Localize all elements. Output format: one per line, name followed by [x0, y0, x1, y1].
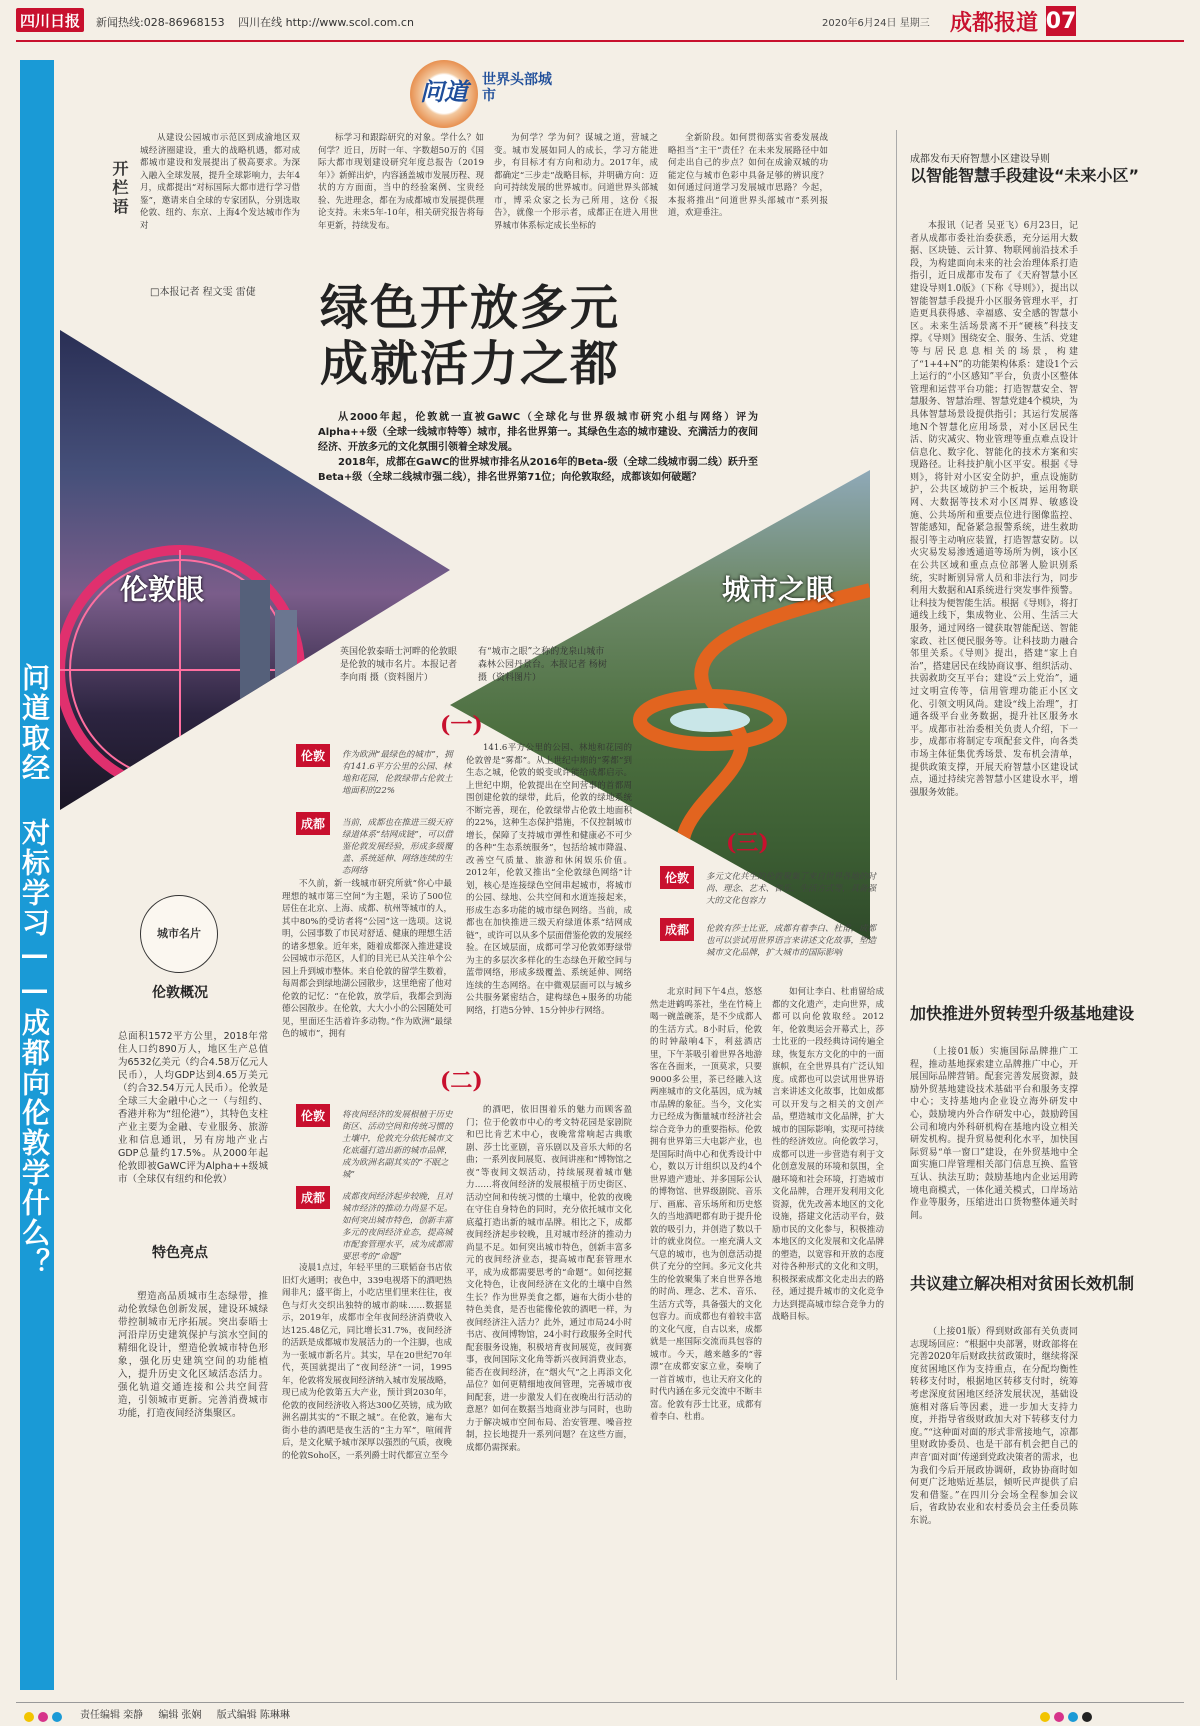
lead-paragraph [318, 410, 758, 485]
registration-dot [1054, 1712, 1064, 1722]
article-c-title: 共议建立解决相对贫困长效机制 [910, 1274, 1135, 1293]
s3-london-pullquote [660, 866, 880, 907]
s2-body-col-a: 凌晨1点过，年轻平里的三联韬奋书店依旧灯火通明；夜色中，339电视塔下的酒吧热闹非凡；盛平街上，小吃店里们里来往往，夜色与灯火交织出独特的城市韵味……数据显示，2019年，成都市全年夜间经济消费收入达125.48亿元，同比增长31.7%，夜间经济的活跃是成都城市发展活力的一个注脚，也成为一张城市新名片。其实，早在20世纪70年代，英国就提出了“夜间经济”一词，1995年，伦敦将发展夜间经济纳入城市发展战略，现已成为伦敦第五大产业，预计到2030年，伦敦的夜间经济收入将达300亿英镑，成为欧洲名副其实的“不眠之城”。在伦敦，遍布大街小巷的酒吧是夜生活的“主力军”，喧闹背后，是文化赋予城市深厚以强烈的气质，夜晚的伦敦Soho区，一系列爵士时代都宣立至今 [282, 1263, 452, 1461]
london-overview-text: 总面积1572平方公里，2018年常住人口约890万人，地区生产总值为6532亿美元（约合4.58万亿元人民币），人均GDP达到4.65万美元（约合32.54万元人民币）。伦敦是全球三大金融中心之一（与纽约、香港并称为“纽伦港”），其特色支柱产业主要为金融、专业服务、旅游业和信息通讯，另有房地产业占GDP总量约17.5%。从2000年起伦敦即被GaWC评为Alpha++级城市（全球仅有纽约和伦敦） [118, 1031, 268, 1185]
tag-chengdu: 成都 [296, 1186, 330, 1209]
tag-london: 伦敦 [296, 1104, 330, 1127]
main-headline [320, 280, 620, 392]
section-title: 成都报道 [950, 11, 1039, 36]
section-one-heading: (一) [440, 712, 483, 738]
section-three-heading: (三) [726, 830, 769, 856]
intro-col-2: 标学习和跟踪研究的对象。学什么？如何学？近日，历时一年、字数超50万的《国际大都市现划建设研究年度总报告（2019年）》新鲜出炉，内容涵盖城市发展历程、现状的方方面面，当中的经验案例、宝贵经验、先进理念，都在为成都城市发展提供理论支持。未来5年-10年，相关研究报告将每年更新，持续发布。 [318, 133, 484, 231]
feature-text: 塑造高品质城市生态绿带，推动伦敦绿色创新发展，建设环城绿带控制城市无序拓展。突出泰晤士河沿岸历史建筑保护与滨水空间的精细化设计，塑造伦敦城市特色形象，强化历史建筑空间的功能植入，提升历史文化区域活态活力。强化轨道交通连接和公共空间营造，引领城市更新。完善消费城市功能，打造夜间经济集聚区。 [118, 1291, 268, 1419]
column-badge-title: 问道 [420, 77, 468, 106]
london-eye-label: 伦敦眼 [120, 573, 205, 606]
lead-p2: 2018年，成都在GaWC的世界城市排名从2016年的Beta-级（全球二线城市弱二线）跃升至Beta+级（全球二线城市强二线），排名世界第71位；向伦敦取经，成都该如何破题？ [318, 457, 758, 483]
article-c-body: （上接01版）得到财政部有关负责同志现场回应：“根据中央部署，财政部将在完善2020年后财政扶贫政策时，继续将深度贫困地区作为支持重点，在分配均衡性转移支付时，根据地区转移支付时，统筹考虑深度贫困地区经济发展状况，基础设施相对落后等因素，进一步加大支持力度，并指导省级财政加大对下转移支付力度。”“这种面对面的形式非常接地气，凉都里财政协委员、也是干部有机会把自己的声音‘面对面’传递到党政决策者的需求，也为我们今后开展政协调研，政协协商时如何更广泛地贴近基层，倾听民声提供了启发和借鉴。”在四川分会场全程参加会议后，省政协农业和农村委员会主任委员陈东说。 [910, 1327, 1078, 1526]
page-number: 07 [1046, 6, 1076, 36]
s1-body-col-b: 141.6平方公里的公园、林地和花园的伦敦曾是“雾都”。从上世纪中期的“雾都”到生态之城，伦敦的蜕变或许能给成都启示。上世纪中期，伦敦提出在空间营事的首都周围创建伦敦的绿带，此后，伦敦的绿地系统不断完善，现在，伦敦绿带占伦敦土地面积的22%，这种生态保护措施，不仅控制城市增长，保障了支持城市弹性和健康必不可少的各种“生态系统服务”，包括给城市降温、改善空气质量、旅游和休闲娱乐价值。2012年，伦敦又推出“全伦敦绿色网络”计划，核心是连接绿色空间串起城市，将城市的公园、绿地、公共空间和水道连接起来，形成生态多功能的城市绿色网络。当前，成都也在加快推进三级天府绿道体系“结网成链”，或许可以从多个层面借鉴伦敦的发展经验。在区域层面，成都可学习伦敦郊野绿带为主的多层次多样化的生态绿色开敞空间与蓝带网络，形成多级覆盖、系统延伸、网络连续的生态网络。在中微观层面可以与城乡公共服务紧密结合，建构绿色+服务的功能网络，打造5分钟、15分钟步行网络。 [466, 743, 632, 1016]
tag-london: 伦敦 [660, 866, 694, 889]
s2-chengdu-text: 成都夜间经济起步较晚，且对城市经济的推动力尚显不足。如何突出城市特色，创新丰富多元的夜间经济业态，提高城市配套管理水平，成为成都需要思考的“命题” [342, 1192, 453, 1262]
intro-col-3: 为何学？学为何？谋城之道，营城之变。城市发展如同人的成长，学习方能进步，有目标才有方向和动力。2017年，成都确定“三步走”战略目标，并明确方向：迈向可持续发展的世界城市。问道世界头部城市，博采众家之长为己所用，这份《报告》，就像一个形示者，成都正在进入用世界城市体系标定成长坐标的 [494, 133, 658, 231]
series-title: 问道取经 对标学习——成都向伦敦学什么？ [18, 662, 51, 1278]
editor-credits [80, 1706, 302, 1721]
s1-london-pullquote [296, 744, 456, 797]
credit-layout: 版式编辑 陈琳琳 [216, 1710, 290, 1721]
s1-body-col-a: 不久前，新一线城市研究所就“你心中最理想的城市第三空间”为主题，采访了500位居住在北京、上海、成都、杭州等城市的人，其中80%的受访者将“公园”这一选项。这说明，公园事数了市民对舒适、健康的理想生活的诸多想象。近年来，随着成都深入推进建设公园城市示范区，人们的目光已从关注单个公园上升到城市整体。来自伦敦的留学生数着，每周都会到绿地湖公园散步，这里绝密了他对伦敦的记忆：“在伦敦，放学后，我都会到海德公园散步。在伦敦，大大小小的公园随处可见，里面还生活着许多动物。”作为欧洲“最绿色的城市”，拥有 [282, 879, 452, 1039]
s1-london-text: 作为欧洲“最绿色的城市”，拥有141.6平方公里的公园、林地和花园，伦敦绿带占伦敦土地面积的22% [342, 750, 453, 796]
s3-chengdu-text: 伦敦有莎士比亚，成都有着李白、杜甫，成都也可以尝试用世界语言来讲述文化故事，塑造城市文化品牌，扩大城市的国际影响 [706, 924, 877, 958]
lead-p1: 从2000年起，伦敦就一直被GaWC（全球化与世界级城市研究小组与网络）评为Alpha++级（全球一线城市特等）城市，排名世界第一。其绿色生态的城市建设、充满活力的夜间经济、开放多元的文化氛围引领着全球发展。 [318, 412, 758, 453]
registration-dot [38, 1712, 48, 1722]
tag-chengdu: 成都 [660, 918, 694, 941]
article-a-title: 以智能智慧手段建设“未来小区” [910, 166, 1140, 185]
registration-dot [1040, 1712, 1050, 1722]
column-badge-subtitle: 世界头部城市 [482, 72, 552, 104]
london-eye-photo [60, 330, 450, 810]
footer-rule [16, 1702, 1184, 1703]
header-rule [16, 40, 1184, 42]
s3-body-col-a: 北京时间下午4点，悠悠然走进鹤鸣茶社，坐在竹椅上喝一碗盖碗茶，是不少成都人的生活方式。8小时后，伦敦的时钟敲响4下，利兹酒店里，下午茶吸引着世界各地游客在各面来，一顶莫求，只要9000多公里，茶已经融入这两座城市的文化基因，成为城市品牌的象征。当今，文化实力已经成为衡量城市经济社会综合竞争力的重要指标。伦敦拥有世界第三大电影产业，也是国际时尚中心和优秀设计中心，数以万计组织以及约4个世界遗产遗址、并多国际公认的博物馆、世界级剧院、音乐厅、画廊、音乐场所和历史悠久的当地酒吧都有助于提升伦敦的吸引力，并创造了数以千计的就业岗位。一座充满人文气息的城市，也为创意活动提供了充分的空间。多元文化共生的伦敦聚集了来自世界各地的时尚、理念、艺术、音乐、生活方式等，具备强大的文化包容力。而成都也有着较丰富的文化气度，自古以来，成都就是一座国际交流而具包容的城市。今天，越来越多的“蓉漂”在成都安家立业，奏响了一首首城市，也让天府文化的时代内涵在多元交流中不断丰富。伦敦有莎士比亚，成都有着李白、杜甫。 [650, 987, 762, 1422]
section-two-heading: (二) [440, 1068, 483, 1094]
headline-line-2: 成就活力之都 [320, 336, 621, 392]
feature-title: 特色亮点 [152, 1245, 208, 1261]
city-eye-label: 城市之眼 [722, 573, 835, 606]
s1-chengdu-text: 当前，成都也在推进三级天府绿道体系“结网成链”，可以借鉴伦敦发展经验，形成多级覆盖、系统延伸、网络连续的生态网络 [342, 818, 453, 876]
credit-copyeditor: 编辑 张娴 [158, 1710, 202, 1721]
color-registration-marks [24, 1707, 66, 1726]
issue-date: 2020年6月24日 星期三 [822, 18, 930, 29]
registration-dot [52, 1712, 62, 1722]
byline: □本报记者 程文雯 雷倢 [150, 287, 256, 298]
registration-dot [24, 1712, 34, 1722]
tag-london: 伦敦 [296, 744, 330, 767]
column-intro-label: 开栏语 [110, 160, 129, 217]
intro-col-1: 从建设公园城市示范区到成渝地区双城经济圈建设，重大的战略机遇，都对成都城市建设和发展提出了极高要求。为深入融入全球发展，提升全球影响力，去年4月，成都提出“对标国际大都市进行学习借鉴”，邀请来自全球的专家团队，分别选取伦敦、纽约、东京、上海4个发达城市作为对 [140, 133, 300, 231]
s3-body-col-b: 如何让李白、杜甫留给成都的文化遗产，走向世界，成都可以向伦敦取经。2012年，伦敦奥运会开幕式上，莎士比亚的一段经典诗词传遍全球，恢复东方文化的中的一面旗帜，在全世界具有广泛认知度。成都也可以尝试用世界语言来讲述文化故事，比如成都可以开发与之相关的文创产品，塑造城市文化品牌，扩大城市的国际影响，实现可持续性的经济效应。向伦敦学习，成都可以进一步营造有利于文化创意发展的环境和氛围，全融环境和社会环境，打造城市文化品牌，合理开发利用文化资源，优先改善本地区的文化设施，搭建文化活动平台，鼓励市民的文化参与，积极推动本地区的文化发展和文化品牌的塑造，以宽容和开放的态度对待各种形式的文化和文明，积极探索成都文化走出去的路径，通过提升城市的文化竞争力达到提高城市综合竞争力的战略目标。 [772, 987, 884, 1322]
s1-chengdu-pullquote [296, 812, 456, 877]
s3-chengdu-pullquote [660, 918, 880, 959]
color-registration-marks-right [1040, 1707, 1096, 1726]
article-b-title: 加快推进外贸转型升级基地建设 [910, 996, 1180, 1024]
s2-london-text: 将夜间经济的发展根植于历史街区、活动空间和传统习惯的土壤中，伦敦充分依托城市文化底蕴打造出新的城市品牌，成为欧洲名副其实的“不眠之城” [342, 1110, 453, 1180]
column-rule [896, 130, 897, 1680]
website-link[interactable]: 四川在线 http://www.scol.com.cn [238, 16, 414, 29]
registration-dot [1082, 1712, 1092, 1722]
hotline: 新闻热线:028-86968153 [96, 16, 225, 29]
city-card-badge: 城市名片 [140, 895, 218, 973]
tag-chengdu: 成都 [296, 812, 330, 835]
london-overview-title: 伦敦概况 [152, 985, 208, 1001]
article-a-body: 本报讯（记者 吴亚飞）6月23日，记者从成都市委社治委获悉，充分运用大数据、区块链、云计算、物联网前沿技术手段，为构建面向未来的社会治理体系打造指引，近日成都市发布了《天府智慧小区建设导则1.0版》（下称《导则》），提出以智能智慧手段提升小区服务管理水平，打造更具获得感、幸福感、安全感的智慧小区。未来生活场景离不开“硬核”科技支撑。《导则》围绕安全、服务、生活、党建等与居民息息相关的场景，构建了“1+4+N”的功能架构体系：建设1个云上运行的“小区感知”平台，负责小区整体管理和运营平台功能；打造智慧安全、智慧服务、智慧治理、智慧党建4个模块，为具体智慧场景设提供指引；其运行发展落地N个智慧化应用场景，对小区居民生活、防灾减灾、物业管理等重点难点设计信息化、数字化、智能化的技术方案和实现路径。让科技护航小区平安。根据《导则》，将针对小区安全防护，重点设施防护，公共区域防护三个板块，运用物联网、大数据等技术对小区周界、敏感设施、公共场所和重要点位进行图像监控、智能感知，配备紧急报警系统，进生救助报引等主动响应装置，打造智慧安防。以火灾易发易渗透通道等场所为例，该小区在公共区域和重点点位部署人脸识别系统，实时断别异常人员和非法行为，同步利用大数据和AI系统进行突发事件预警。让科技为便智能生活。根据《导则》，将打通线上线下，集成物业、公用、生活三大服务，通过网络一键获取智能配送、智能家政、社区便民服务等。让科技助力融合邻里关系。《导则》提出，搭建“家上自治”，搭建居民在线协商议事、组织活动、扶弱救助交互平台；建设“云上党治”，通过文明宣传等，信用管理功能正小区文化、引领文明风尚。建设“线上治理”，打通各级平台业务数据，提升社区服务水平。成都市社治委相关负责人介绍，下一步，成都市将制定专项配套文件，向各类市场主体征集优秀场景、发布机会清单，提供政策支撑，开展天府智慧小区建设试点，通过持续完善智慧小区建设水平，增强服务效能。 [910, 221, 1078, 798]
article-a-kicker: 成都发布天府智慧小区建设导则 [910, 154, 1050, 165]
s2-chengdu-pullquote [296, 1186, 456, 1263]
s2-body-col-b: 的酒吧，依旧围着乐的魅力而顾客盈门；位于伦敦市中心的考文特花园是家剧院和巴比肯艺术中心，夜晚常常响起古典歌剧、莎士比亚剧，音乐剧以及音乐大师的名曲；一系列夜间展览、夜间讲座和“博物馆之夜”等夜间文娱活动，持续展现着城市魅力……将夜间经济的发展根植于历史街区、活动空间和传统习惯的土壤中，伦敦的夜晚在守住自身特色的同时，充分依托城市文化底蕴打造出新的城市品牌。相比之下，成都夜间经济起步较晚，且对城市经济的推动力尚显不足。如何突出城市特色，创新丰富多元的夜间经济业态，提高城市配套管理水平，成为成都需要思考的“命题”。如何挖掘文化特色，让夜间经济在文化的土壤中自然生长？作为世界美食之都，遍布大街小巷的特色美食，是否也能像伦敦的酒吧一样，为夜间经济注入活力？此外，通过市局24小时书店、夜间博物馆，24小时行政服务全时代配套服务设施，积极培育夜间展览，夜间赛事，夜间国际文化角等新兴夜间消费业态，能否在夜间经济，在“烟火气”之上再添文化品位？如何更精细地夜间管理，完善城市夜间配套，进一步激发人们在夜晚出行活动的意愿？如何在数据当地商业涉与同时，也助力于解决城市空间布局、治安管理、噪音控制，拉长地提升一系列问题？在这些方面，成都仍需探索。 [466, 1105, 632, 1453]
headline-line-1: 绿色开放多元 [320, 280, 621, 336]
credit-editor: 责任编辑 栾静 [80, 1710, 144, 1721]
registration-dot [1068, 1712, 1078, 1722]
photo-caption-left: 英国伦敦泰晤士河畔的伦敦眼是伦敦的城市名片。本报记者 李向雨 摄（资料图片） [340, 647, 458, 683]
s3-london-text: 多元文化共生的伦敦聚集了来自世界各地的时尚、理念、艺术、音乐、生活方式等，具备强大的文化包容力 [706, 872, 877, 906]
intro-col-4: 全新阶段。如何贯彻落实省委发展战略担当“主干”责任？在未来发展路径中如何走出自己的步点？如何在成渝双城的功能定位与城市色彩中具备足够的辨识度？如何通过问道学习发展城市思路？今起，本报将推出“问道世界头部城市”系列报道，欢迎垂注。 [668, 133, 828, 218]
article-b-body: （上接01版）实施国际品牌推广工程，推动基地探索建立品牌推广中心，开展国际品牌营销。配套完善发展资源，鼓励外贸基地建设技术基础平台和服务支撑中心；支持基地内企业设立海外研发中心，鼓励境内外合作研发中心，鼓励跨国公司和境内外科研机构在基地内设立相关研发机构。提升贸易便利化水平，加快国际贸易“单一窗口”建设，在外贸基地中全面实施口岸管理相关部门信息互换、监管互认、执法互助；鼓励基地内企业运用跨境电商模式，一体化通关模式，口岸场站作业等服务，压缩进出口货物整体通关时间。 [910, 1046, 1078, 1266]
photo-caption-right: 有“城市之眼”之称的龙泉山城市森林公园丹景台。本报记者 杨树 摄（资料图片） [478, 647, 607, 683]
s2-london-pullquote [296, 1104, 456, 1181]
masthead-info [96, 14, 424, 30]
newspaper-logo: 四川日报 [16, 8, 84, 32]
